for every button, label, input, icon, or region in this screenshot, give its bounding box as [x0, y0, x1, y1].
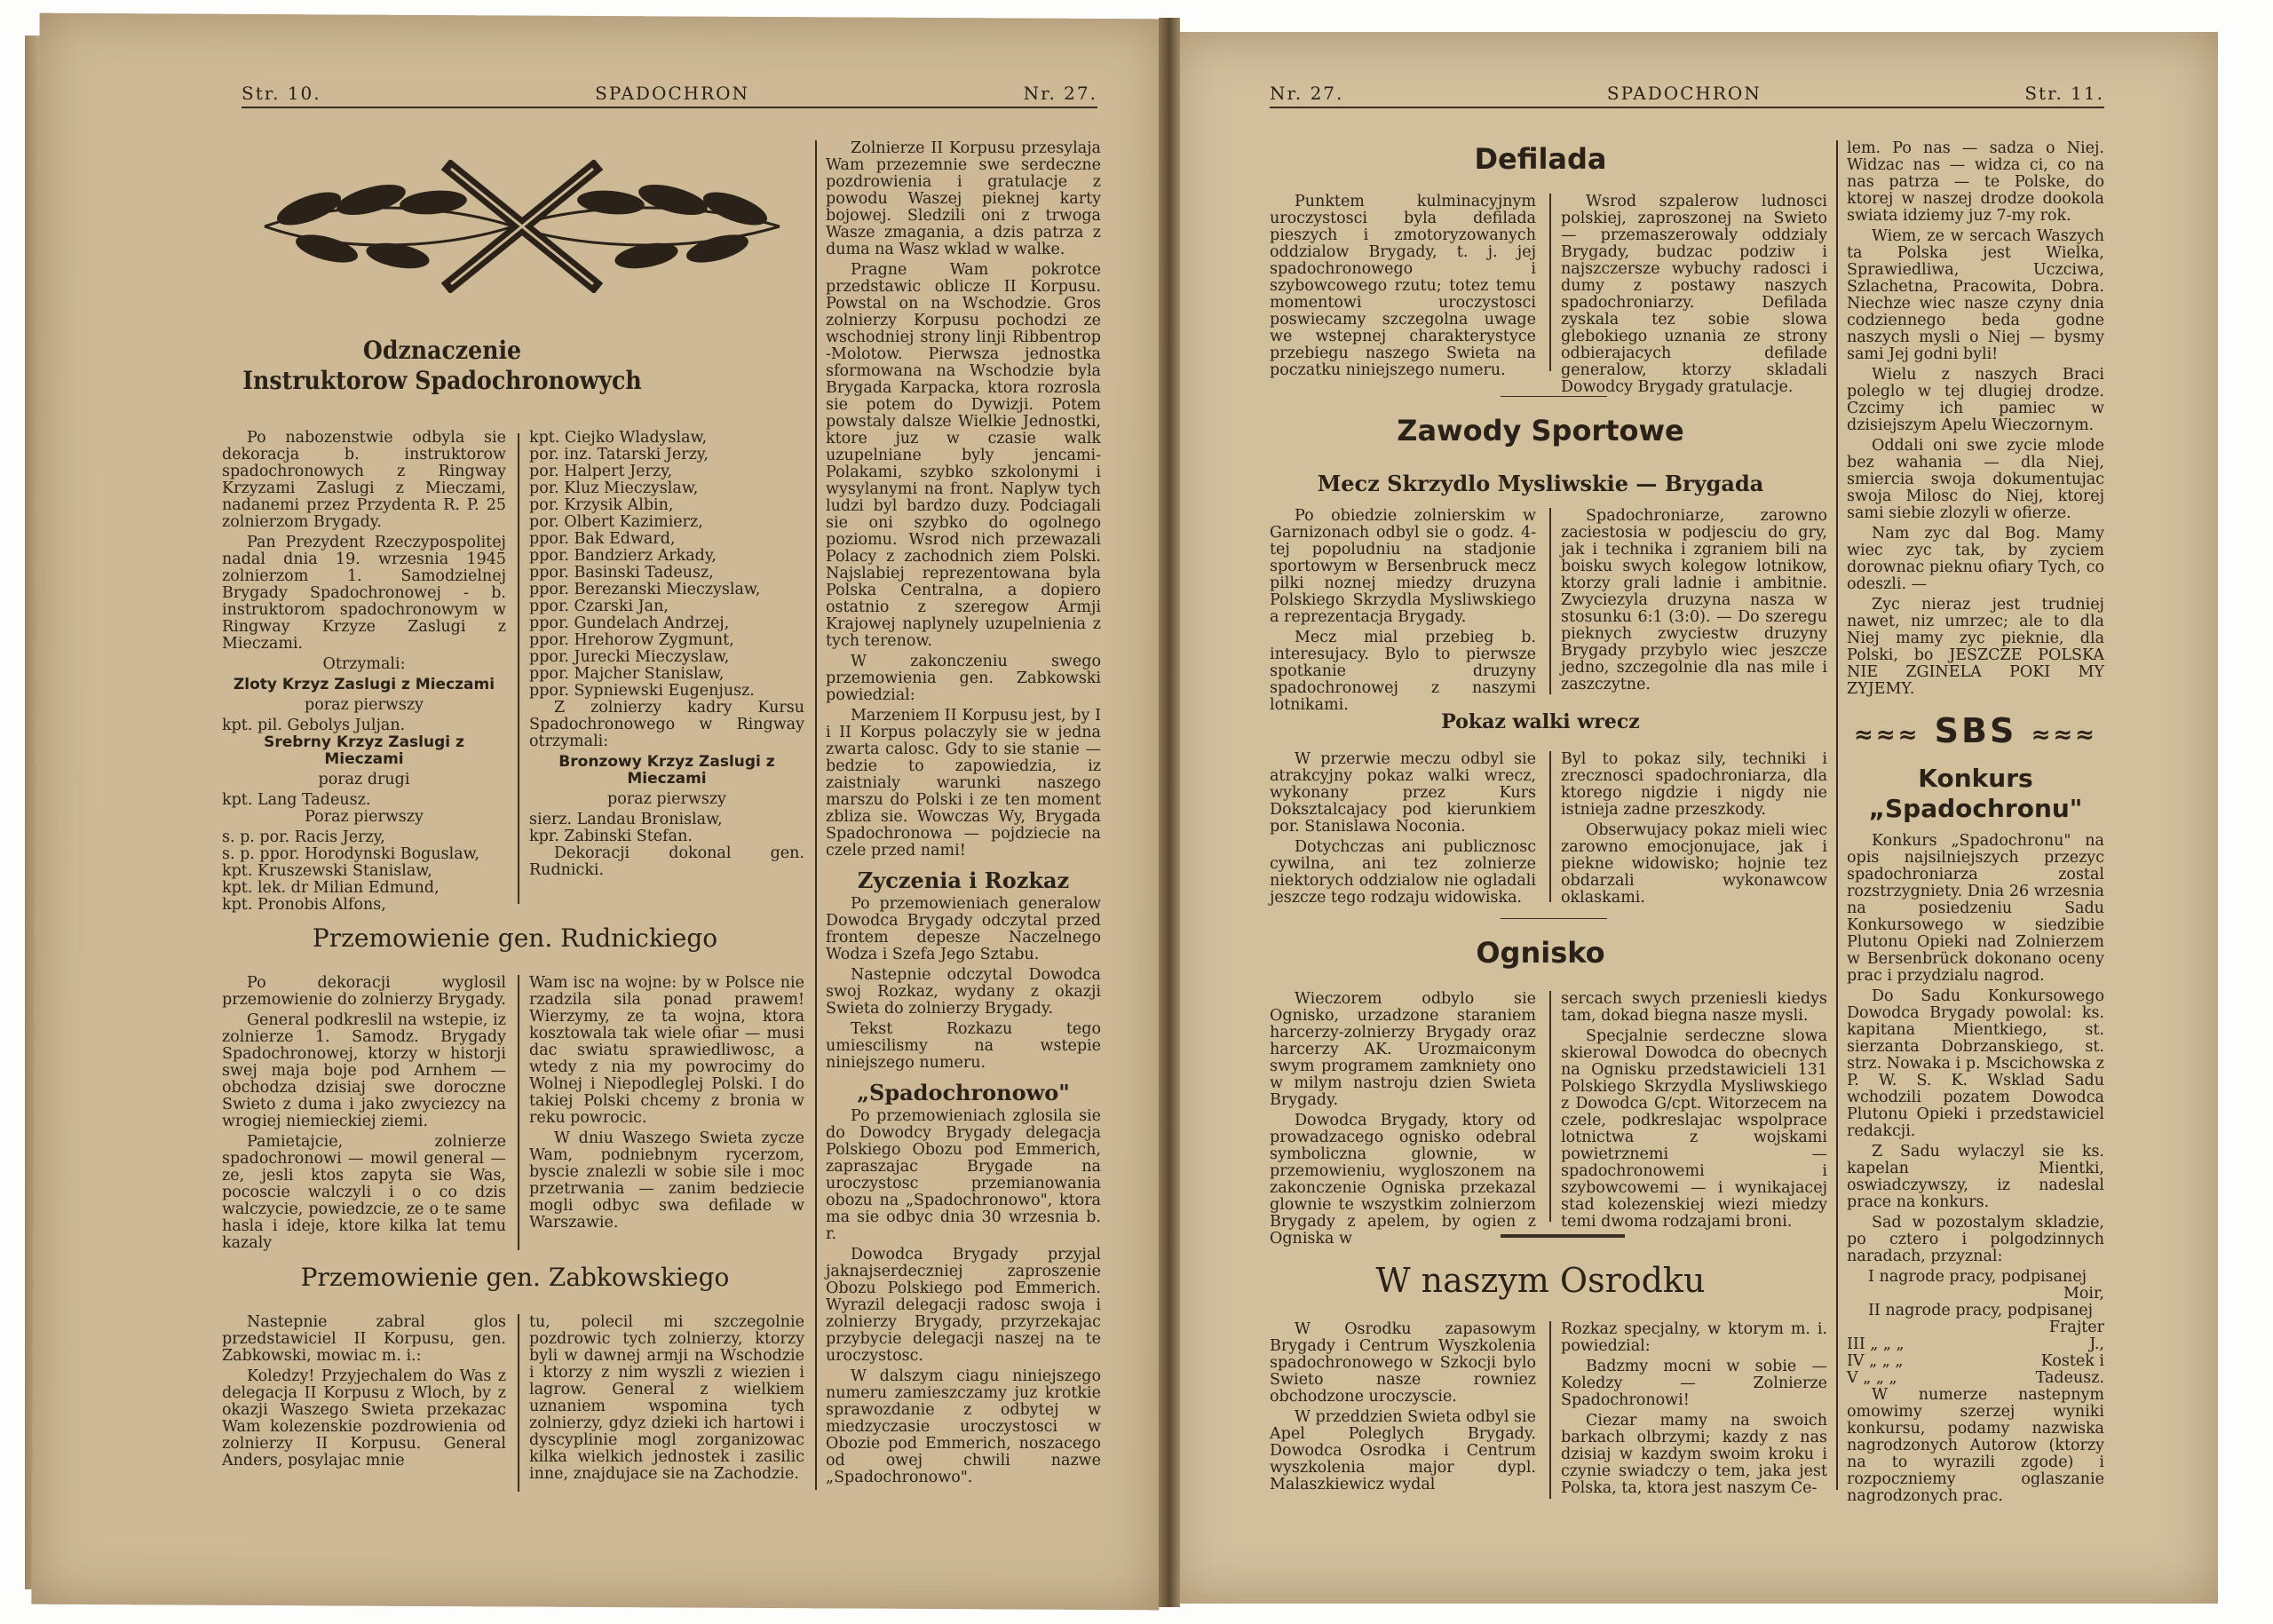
page-number: Str. 11.: [2024, 83, 2104, 104]
list-item: kpt. Lang Tadeusz.: [222, 791, 371, 809]
paragraph: lem. Po nas — sadza o Niej. Widzac nas — widza ci, co na nas patrza — te Polske, do ktorej w naszej drodze dookola swiata idziemy juz 7-my rok.: [1847, 139, 2104, 225]
column-rule: [518, 1314, 519, 1492]
list-item: por. inz. Tatarski Jerzy,: [529, 446, 709, 463]
prize-list: [1847, 1269, 2104, 1387]
award-note: poraz drugi: [318, 771, 410, 788]
prize-row: [1847, 1370, 2104, 1387]
paragraph: W numerze nastepnym omowimy szerzej wyniki konkursu, podamy nazwiska nagrodzonych Autorow (ktorzy na to wyrazili zgode) i rozpoczniemy oglaszanie nagrodzonych prac.: [1847, 1386, 2104, 1505]
separator: [1501, 1234, 1625, 1238]
defilada-column2: [1561, 194, 1827, 400]
paragraph: Do Sadu Konkursowego Dowodca Brygady powolal: ks. kapitana Mientkiego, st. sierzanta Dobrzanskiego, st. strz. Nowaka i p. Mscichowska z P. W. S. K. Wsklad Sadu wchodzili pozatem Dowodca Plutonu Opieki i przedstawiciel redakcji.: [1847, 987, 2104, 1140]
paragraph: Oddali oni swe zycie mlode bez wahania — dla Niej, smiercia swoja dokumentujac swoja Milosc do Niej, ktorej sami siebie zlozyli w ofierze.: [1847, 437, 2104, 522]
sbs-logo: [1847, 711, 2104, 750]
paragraph: Zolnierze II Korpusu przesylaja Wam przezemnie swe serdeczne pozdrowienia i gratulacje z powodu Waszej pieknej karty bojowej. Sledzili oni z trwoga Wasze zmagania, a dzis patrza z duma na Wasz wklad w walke.: [826, 139, 1101, 258]
list-item: por. Krzysik Albin,: [529, 496, 674, 514]
page-fold: [1159, 18, 1180, 1607]
defilada-column1: [1270, 194, 1536, 383]
ognisko-column1: [1270, 991, 1536, 1251]
paragraph: Po przemowieniach zglosila sie do Dowodcy Brygady delegacja Polskiego Obozu pod Emmerich, zapraszajac Brygade na uroczystosc przemianowania obozu na „Spadochronowo", ktora ma sie odbyc dnia 30 wrzesnia b. r.: [826, 1107, 1101, 1243]
column-rule: [1549, 194, 1551, 371]
paragraph: Nastepnie zabral glos przedstawiciel II Korpusu, gen. Zabkowski, mowiac m. i.:: [222, 1313, 506, 1365]
paragraph: Z Sadu wylaczyl sie ks. kapelan Mientki, oswiadczywszy, iz nadeslal prace na konkurs.: [1847, 1143, 2104, 1211]
paragraph: Byl to pokaz sily, techniki i zrecznosci spadochroniarza, dla ktorego nigdzie i nigdy nie istnieja zadne przeszkody.: [1561, 750, 1827, 819]
osrodek-column2: [1561, 1321, 1827, 1501]
list-item: kpt. Ciejko Wladyslaw,: [529, 429, 708, 447]
paragraph: Mecz mial przebieg b. interesujacy. Bylo to pierwsze spotkanie druzyny spadochronowej z naszymi lotnikami.: [1270, 629, 1536, 714]
paragraph: Specjalnie serdeczne slowa skierowal Dowodca do obecnych na Ognisku przedstawicieli 131 Polskiego Skrzydla Mysliwskiego z Dowodca G/cpt. Witorzecem na czele, podkreslajac wspolprace lotnictwa z wojskami powietrznemi — spadochronowemi i szybowcowemi — i wynikajacej stad kolezenskiej wiezi miedzy temi dwoma rodzajami broni.: [1561, 1027, 1827, 1231]
sbs-text: SBS: [1934, 711, 2017, 750]
award-note: Poraz pierwszy: [305, 808, 424, 826]
wing-icon: ≈≈≈: [1854, 722, 1921, 749]
paragraph: Spadochroniarze, zarowno zaciestosia w podjesciu do gry, jak i technika i zgraniem bili na boisku swych kolegow lotnikow, ktorzy grali ladnie i ambitnie. Zwyciezyla druzyna nasza w stosunku 6:1 (3:0). — Do szeregu pieknych zwyciestw druzyny Brygady przybylo wiec jeszcze jedno, szczegolnie dla nas mile i zaszczytne.: [1561, 507, 1827, 693]
paragraph: Po obiedzie zolnierskim w Garnizonach odbyl sie o godz. 4-tej popoludniu na stadjonie sportowym w Bersenbruck mecz pilki noznej miedzy druzyna Polskiego Skrzydla Mysliwskiego a reprezentacja Brygady.: [1270, 507, 1536, 626]
paragraph: Wiem, ze w sercach Waszych ta Polska jest Wielka, Sprawiedliwa, Uczciwa, Szlachetna, Pracowita, Dobra. Niechze wiec nasze czyny dnia codziennego beda godne naszych mysli o Niej — bysmy sami Jej godni byli!: [1847, 227, 2104, 363]
list-item: ppor. Sypniewski Eugenjusz.: [529, 682, 755, 700]
paragraph: Sad w pozostalym skladzie, po cztero i polgodzinnych naradach, przyznal:: [1847, 1214, 2104, 1265]
article-title-osrodek: W naszym Osrodku: [1375, 1261, 1706, 1300]
column-rule: [815, 140, 817, 1490]
prize-author: Frajter: [2048, 1319, 2104, 1336]
title-line: Instruktorow Spadochronowych: [242, 366, 642, 395]
award-name: Bronzowy Krzyz Zaslugi z Mieczami: [558, 753, 775, 788]
pokaz-column2: [1561, 751, 1827, 910]
article3-column2: [529, 1314, 804, 1486]
paragraph: Ciezar mamy na swoich barkach olbrzymi; kazdy z nas dzisiaj w kazdym swoim kroku i czynie swiadczy o tem, jaka jest Polska, ta, ktora jest naszym Ce-: [1561, 1412, 1827, 1497]
article1-column2: [529, 430, 804, 883]
column-rule: [518, 433, 519, 904]
issue-number: Nr. 27.: [1023, 83, 1097, 104]
paragraph: Nam zyc dal Bog. Mamy wiec zyc tak, by zyciem dorownac pieknu ofiary Tych, co odeszli. —: [1847, 525, 2104, 593]
paragraph: Otrzymali:: [322, 655, 406, 673]
paragraph: Z zolnierzy kadry Kursu Spadochronowego w Ringway otrzymali:: [529, 699, 804, 750]
article3-column1: [222, 1314, 506, 1473]
prize-label: V „ „ „: [1847, 1369, 1897, 1387]
list-item: ppor. Bak Edward,: [529, 530, 676, 548]
list-item: ppor. Bandzierz Arkady,: [529, 547, 717, 565]
list-item: kpr. Zabinski Stefan.: [529, 828, 693, 845]
prize-label: I nagrode pracy, podpisanej: [1868, 1268, 2087, 1286]
list-item: kpt. Pronobis Alfons,: [222, 896, 386, 914]
paragraph: Wieczorem odbylo sie Ognisko, urzadzone staraniem harcerzy-zolnierzy Brygady oraz harcerzy AK. Urozmaiconym swym programem zamkniety ono w milym nastroju dzien Swieta Brygady.: [1270, 990, 1536, 1109]
zawody-column1: [1270, 508, 1536, 717]
list-item: s. p. ppor. Horodynski Boguslaw,: [222, 845, 480, 863]
column-rule: [1549, 1321, 1551, 1499]
column-rule: [1549, 751, 1551, 902]
article-title-defilada: Defilada: [1474, 142, 1607, 176]
prize-label: III „ „ „: [1847, 1335, 1905, 1353]
paragraph: Tekst Rozkazu tego umiescilismy na wstepie niniejszego numeru.: [826, 1020, 1101, 1072]
title-line: Odznaczenie: [362, 336, 522, 365]
paragraph: Po przemowieniach generalow Dowodca Brygady odczytal przed frontem depesze Naczelnego Wodza i Szefa Jego Sztabu.: [826, 895, 1101, 963]
list-item: ppor. Basinski Tadeusz,: [529, 564, 714, 582]
paragraph: Dowodca Brygady, ktory od prowadzacego ognisko odebral symboliczna glownie, w przemowieniu, wygloszonem na zakonczenie Ogniska przekazal glownie te wszystkim zolnierzom Brygady z apelem, by ogien z Ogniska w: [1270, 1112, 1536, 1248]
prize-author: Kostek i: [2040, 1352, 2104, 1370]
newspaper-title: SPADOCHRON: [1606, 83, 1762, 104]
paragraph: Marzeniem II Korpusu jest, by I i II Korpus polaczyly sie w jedna zwarta calosc. Gdy to sie stanie — bedzie to zapowiedzia, iz zaistnialy warunki naszego marszu do Polski i ze ten moment zbliza sie. Wowczas Wy, Brygada Spadochronowa — pojdziecie na czele przed nami!: [826, 707, 1101, 860]
paragraph: General podkreslil na wstepie, iz zolnierze 1. Samodz. Brygady Spadochronowej, ktorzy w historji swej maja boje pod Arnhem — obchodza dzisiaj swe doroczne Swieto z duma i jako zwyciezcy na wrogiej niemieckiej ziemi.: [222, 1011, 506, 1130]
column-rule: [518, 975, 519, 1250]
prize-label: II nagrode pracy, podpisanej: [1868, 1302, 2094, 1319]
paragraph: Wam isc na wojne: by w Polsce nie rzadzila sila ponad prawem! Wierzymy, ze ta wojna, ktora kosztowala tak wiele ofiar — musi dac swiatu sprawiedliwosc, a wtedy z nia my powrocimy do Wolnej i Niepodleglej Polski. I do takiej Polski chcemy z bronia w reku powrocic.: [529, 974, 804, 1127]
column-rule: [1549, 508, 1551, 694]
paragraph: Dowodca Brygady przyjal jaknajserdeczniej zaproszenie Obozu Polskiego pod Emmerich. Wyrazil delegacji radosc swoja i zolnierzy Brygady, przyrzekajac przybycie delegacji naszej na te uroczystosc.: [826, 1246, 1101, 1365]
award-name: Srebrny Krzyz Zaslugi z Mieczami: [264, 733, 464, 768]
paragraph: Po dekoracji wyglosil przemowienie do zolnierzy Brygady.: [222, 974, 506, 1009]
award-name: Zloty Krzyz Zaslugi z Mieczami: [233, 676, 495, 693]
list-item: s. p. por. Racis Jerzy,: [222, 828, 385, 846]
article-title-ognisko: Ognisko: [1476, 936, 1605, 970]
article-title-zabkowski: Przemowienie gen. Zabkowskiego: [300, 1263, 730, 1292]
paragraph: Dotychczas ani publicznosc cywilna, ani tez zolnierze niektorych oddzialow nie ogladali jeszcze tego rodzaju widowiska.: [1270, 838, 1536, 907]
title-line: „Spadochronu": [1868, 794, 2083, 823]
paragraph: W zakonczeniu swego przemowienia gen. Zabkowski powiedzial:: [826, 653, 1101, 704]
column-rule: [1549, 991, 1551, 1222]
list-item: por. Kluz Mieczyslaw,: [529, 479, 699, 497]
article-title-zawody: Zawody Sportowe: [1397, 414, 1684, 448]
award-note: poraz pierwszy: [305, 696, 424, 714]
prize-author: Tadeusz.: [2035, 1369, 2104, 1387]
prize-author: Moir,: [2063, 1285, 2104, 1303]
paragraph: Koledzy! Przyjechalem do Was z delegacja II Korpusu z Wloch, by z okazji Waszego Swieta przekazac Wam kolezenskie pozdrowienia od zolnierzy II Korpusu. General Anders, posylajac mnie: [222, 1367, 506, 1470]
list-item: por. Olbert Kazimierz,: [529, 513, 703, 531]
left-page-header: [242, 80, 1097, 108]
list-item: ppor. Majcher Stanislaw,: [529, 665, 725, 683]
article-title-zyczenia: Zyczenia i Rozkaz: [857, 867, 1070, 893]
list-item: kpt. Kruszewski Stanislaw,: [222, 862, 432, 880]
left-column3: [826, 140, 1101, 1490]
list-item: kpt. pil. Gebolys Juljan.: [222, 717, 406, 734]
pokaz-column1: [1270, 751, 1536, 910]
article-title-odznaczenie: [242, 336, 642, 396]
paragraph: Badzmy mocni w sobie — Koledzy — Zolnierze Spadochronowi!: [1561, 1358, 1827, 1409]
prize-row: [1847, 1336, 2104, 1353]
article-title-konkurs: [1847, 764, 2104, 824]
list-item: ppor. Jurecki Mieczyslaw,: [529, 648, 730, 666]
paragraph: W dniu Waszego Swieta zycze Wam, podniebnym rycerzom, byscie znalezli w sobie sile i moc przetrwania — zanim bedziecie mogli odbyc swa defilade w Warszawie.: [529, 1129, 804, 1232]
paragraph: W dalszym ciagu niniejszego numeru zamieszczamy juz krotkie sprawozdanie z odbytej w miedzyczasie uroczystosci w Obozie pod Emmerich, noszacego od owej chwili nazwe „Spadochronowo".: [826, 1367, 1101, 1486]
paragraph: Wielu z naszych Braci poleglo w tej dlugiej drodze. Czcimy ich pamiec w dzisiejszym Apelu Wieczornym.: [1847, 366, 2104, 434]
paragraph: Zyc nieraz jest trudniej nawet, niz umrzec; ale to dla Niej mamy zyc pieknie, dla Polski, bo JESZCZE POLSKA NIE ZGINELA POKI MY ZYJEMY.: [1847, 596, 2104, 698]
page-number: Str. 10.: [242, 83, 321, 104]
paragraph: Rozkaz specjalny, w ktorym m. i. powiedzial:: [1561, 1320, 1827, 1355]
prize-author: J.,: [2089, 1335, 2104, 1353]
list-item: ppor. Hrehorow Zygmunt,: [529, 631, 734, 649]
article2-column2: [529, 975, 804, 1235]
wing-icon: ≈≈≈: [2031, 722, 2097, 749]
separator: [1501, 918, 1607, 919]
paragraph: Nastepnie odczytal Dowodca swoj Rozkaz, wydany z okazji Swieta do zolnierzy Brygady.: [826, 966, 1101, 1018]
list-item: sierz. Landau Bronislaw,: [529, 811, 723, 828]
article-subtitle-pokaz: Pokaz walki wrecz: [1441, 710, 1640, 733]
newspaper-title: SPADOCHRON: [595, 83, 750, 104]
article-title-rudnicki: Przemowienie gen. Rudnickiego: [312, 923, 718, 953]
list-item: por. Halpert Jerzy,: [529, 463, 673, 480]
issue-number: Nr. 27.: [1270, 83, 1344, 104]
paragraph: W Osrodku zapasowym Brygady i Centrum Wyszkolenia spadochronowego w Szkocji bylo Swieto nasze rowniez obchodzone uroczyscie.: [1270, 1320, 1536, 1406]
paragraph: Wsrod szpalerow ludnosci polskiej, zaproszonej na Swieto — przemaszerowaly oddzialy Brygady, budzac podziw i najszczersze wybuchy radosci i dumy z postawy naszych spadochroniarzy. Defilada zyskala tez sobie slowa glebokiego uznania ze strony odbierajacych defilade generalow, ktorzy skladali Dowodcy Brygady gratulacje.: [1561, 193, 1827, 396]
paragraph: Pragne Wam pokrotce przedstawic oblicze II Korpusu. Powstal on na Wschodzie. Gros zolnierzy Korpusu pochodzi ze wschodniej strony linji Ribbentrop -Molotow. Pierwsza jednostka sformowana na Wschodzie byla Brygada Karpacka, ktora rozrosla sie potem do Dywizji. Potem powstaly dalsze Wielkie Jednostki, ktore juz w czasie walk uzupelniane byly jencami-Polakami, szybko szkolonymi i wysylanymi na front. Naplyw tych ludzi byl bardzo duzy. Podciagali sie oni szybko do ogolnego poziomu. Wsrod nich przewazali Polacy z zachodnich ziem Polski. Najslabiej reprezentowana byla Polska Centralna, a dopiero ostatnio z szeregow Armji Krajowej naplynely uzupelnienia z tych terenow.: [826, 261, 1101, 650]
paragraph: Pan Prezydent Rzeczypospolitej nadal dnia 19. wrzesnia 1945 zolnierzom 1. Samodzielnej Brygady Spadochronowej - b. instruktorom spadochronowym w Ringway Krzyze Zaslugi z Mieczami.: [222, 534, 506, 653]
paragraph: Obserwujacy pokaz mieli wiec zarowno emocjonujace, jak i piekne widowisko; hojnie tez obdarzali wykonawcow oklaskami.: [1561, 821, 1827, 907]
osrodek-column1: [1270, 1321, 1536, 1497]
paragraph: Punktem kulminacyjnym uroczystosci byla defilada pieszych i zmotoryzowanych oddzialow Brygady, t. j. jej spadochronowego i szybowcowego rzutu; totez temu momentowi uroczystosci poswiecamy szczegolna uwage we wstepnej charakterystyce przebiegu naszego Swieta na poczatku niniejszego numeru.: [1270, 193, 1536, 379]
article-title-spadochronowo: „Spadochronowo": [857, 1080, 1070, 1105]
separator: [1501, 396, 1607, 397]
paragraph: Konkurs „Spadochronu" na opis najsilniejszych przezyc spadochroniarza zostal rozstrzygniety. Dnia 26 wrzesnia na posiedzeniu Sadu Konkursowego w siedzibie Plutonu Opieki nad Zolnierzem w Bersenbrück dokonano oceny prac i przydzialu nagrod.: [1847, 832, 2104, 985]
award-note: poraz pierwszy: [607, 790, 726, 808]
paragraph: W przeddzien Swieta odbyl sie Apel Poleglych Brygady. Dowodca Osrodka i Centrum wyszkolenia major dypl. Malaszkiewicz wydal: [1270, 1408, 1536, 1493]
paragraph: Dekoracji dokonal gen. Rudnicki.: [529, 844, 804, 879]
prize-row: [1847, 1353, 2104, 1370]
article-subtitle-mecz: Mecz Skrzydlo Mysliwskie — Brygada: [1317, 471, 1764, 496]
article2-column1: [222, 975, 506, 1256]
list-item: kpt. lek. dr Milian Edmund,: [222, 879, 440, 897]
prize-label: IV „ „ „: [1847, 1352, 1904, 1370]
list-item: ppor. Berezanski Mieczyslaw,: [529, 581, 761, 598]
paragraph: sercach swych przeniesli kiedys tam, dokad biegna nasze mysli.: [1561, 990, 1827, 1025]
list-item: ppor. Czarski Jan,: [529, 598, 669, 615]
list-item: ppor. Gundelach Andrzej,: [529, 614, 730, 632]
paragraph: Pamietajcie, zolnierze spadochronowi — mowil general — ze, jesli ktos zapyta sie Was, pocoscie walczyli i o co dzis walczycie, powiedzcie, ze o te same hasla i ideje, ktore kilka lat temu kazaly: [222, 1133, 506, 1252]
title-line: Konkurs: [1918, 764, 2033, 793]
article1-column1: [222, 430, 506, 914]
laurel-crossed-swords-ornament: [247, 160, 797, 293]
right-column3: [1847, 140, 2104, 1509]
ognisko-column2: [1561, 991, 1827, 1234]
paragraph: tu, polecil mi szczegolnie pozdrowic tych zolnierzy, ktorzy byli w dawnej armji na Wschodzie i ktorzy z nim wyszli z wiezien i lagrow. General z wielkiem uznaniem wspomina tych zolnierzy, gdyz dzieki ich hartowi i dyscyplinie mogl zorganizowac kilka wielkich jednostek i zasilic inne, znajdujace sie na Zachodzie.: [529, 1313, 804, 1483]
right-page-header: [1270, 80, 2104, 108]
paragraph: Po nabozenstwie odbyla sie dekoracja b. instruktorow spadochronowych z Ringway Krzyzami Zaslugi z Mieczami, nadanemi przez Przydenta R. P. 25 zolnierzom Brygady.: [222, 429, 506, 531]
zawody-column2: [1561, 508, 1827, 697]
column-rule: [1836, 140, 1838, 1490]
paragraph: W przerwie meczu odbyl sie atrakcyjny pokaz walki wrecz, wykonany przez Kurs Doksztalcajacy pod kierunkiem por. Stanislawa Noconia.: [1270, 750, 1536, 836]
